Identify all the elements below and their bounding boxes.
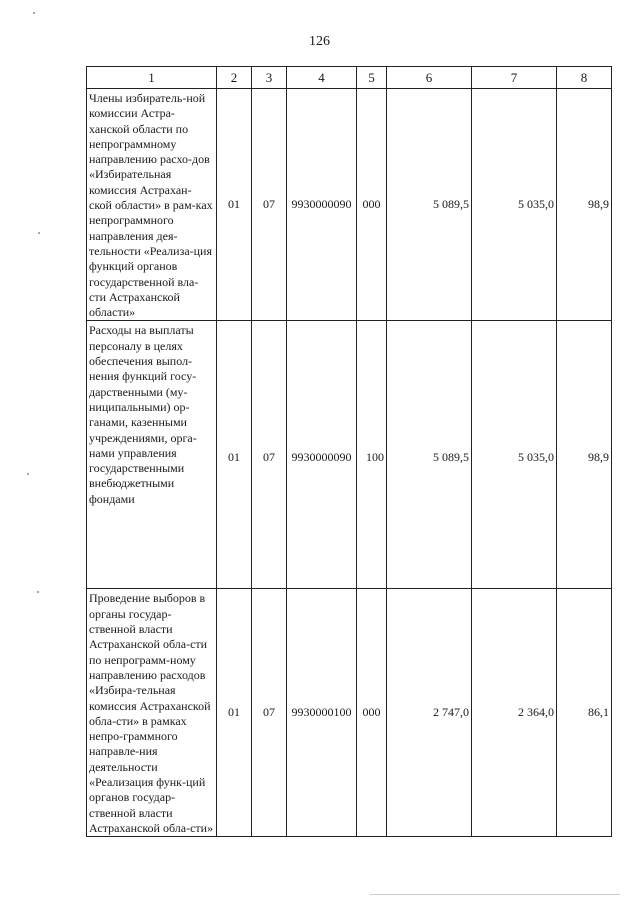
row-subsection-code: 07 <box>252 589 287 837</box>
header-row <box>87 67 612 89</box>
row-section-code: 01 <box>217 89 252 321</box>
table-row <box>87 321 612 589</box>
row-subsection-code: 07 <box>252 321 287 589</box>
row-expense-type: 100 <box>357 321 387 589</box>
row-actual-amount: 2 364,0 <box>472 589 557 837</box>
row-section-code: 01 <box>217 321 252 589</box>
row-description: Члены избиратель-ной комиссии Астра-ханской области по непрограммному направлению расхо-дов «Избирательная комиссия Астрахан-ской области» в рам-ках непрограммного направления дея-тельности «Реализа-ция функций органов государственной вла-сти Астраханской области» <box>87 89 217 321</box>
scan-edge-line <box>370 894 620 895</box>
row-expense-type: 000 <box>357 589 387 837</box>
header-col-6: 6 <box>387 67 472 89</box>
row-target-article: 9930000090 <box>287 89 357 321</box>
row-percent: 98,9 <box>557 321 612 589</box>
row-description: Проведение выборов в органы государ-ственной власти Астраханской обла-сти по непрограмм-ному направлению расходов «Избира-тельная комиссия Астраханской обла-сти» в рамках непро-граммного направле-ния деятельности «Реализация функ-ций органов государ-ственной власти Астраханской обла-сти» <box>87 589 217 837</box>
page-number: 126 <box>309 34 330 49</box>
row-planned-amount: 2 747,0 <box>387 589 472 837</box>
header-col-4: 4 <box>287 67 357 89</box>
table-row <box>87 89 612 321</box>
header-col-7: 7 <box>472 67 557 89</box>
header-col-2: 2 <box>217 67 252 89</box>
row-target-article: 9930000100 <box>287 589 357 837</box>
row-planned-amount: 5 089,5 <box>387 321 472 589</box>
budget-table <box>86 66 612 837</box>
row-actual-amount: 5 035,0 <box>472 89 557 321</box>
row-percent: 86,1 <box>557 589 612 837</box>
row-target-article: 9930000090 <box>287 321 357 589</box>
row-actual-amount: 5 035,0 <box>472 321 557 589</box>
header-col-8: 8 <box>557 67 612 89</box>
row-section-code: 01 <box>217 589 252 837</box>
row-subsection-code: 07 <box>252 89 287 321</box>
header-col-1: 1 <box>87 67 217 89</box>
row-expense-type: 000 <box>357 89 387 321</box>
row-planned-amount: 5 089,5 <box>387 89 472 321</box>
row-percent: 98,9 <box>557 89 612 321</box>
table-row <box>87 589 612 837</box>
header-col-5: 5 <box>357 67 387 89</box>
row-description: Расходы на выплаты персоналу в целях обеспечения выпол-нения функций госу-дарственными (му-ниципальными) ор-ганами, казенными учреждениями, орга-нами управления государственными внебюджетными фондами <box>87 321 217 589</box>
header-col-3: 3 <box>252 67 287 89</box>
